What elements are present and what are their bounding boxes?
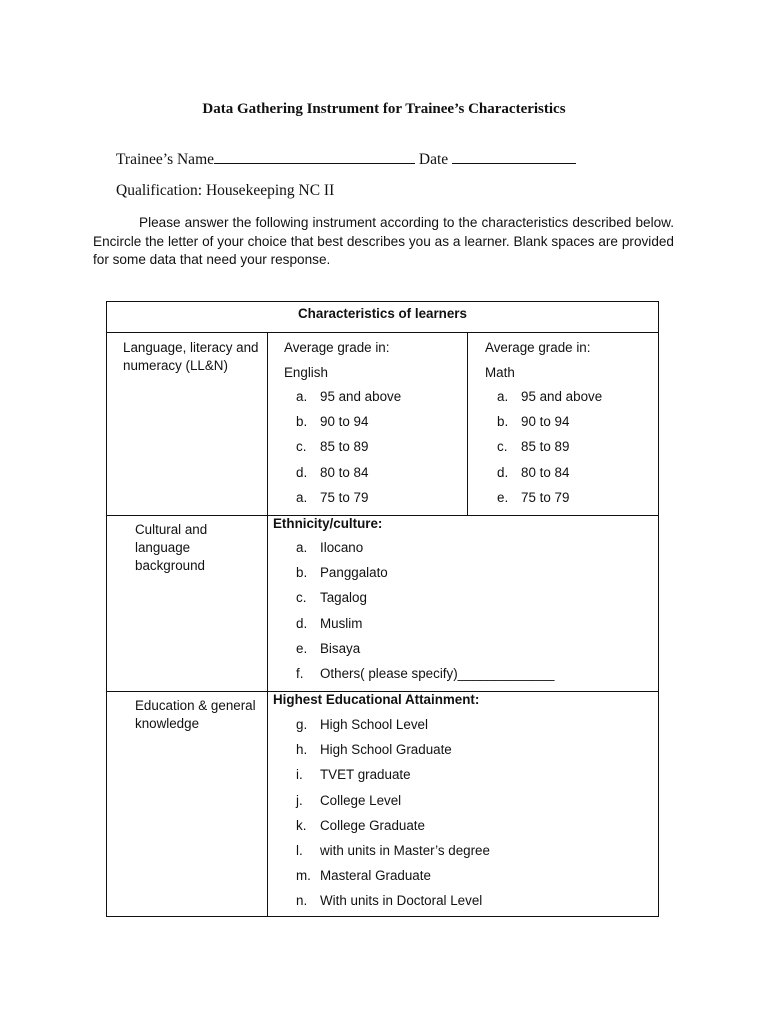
option-item[interactable] [296,540,363,555]
option-text: 80 to 84 [320,464,369,480]
option-item[interactable] [296,818,425,833]
option-letter: k. [296,817,307,833]
option-letter: a. [497,389,509,404]
instructions-paragraph: Please answer the following instrument according to the characteristics described below. Encircle the letter of your choice that best describes you as a learner. Blank spaces are provided for some data that need your response. [93,215,674,267]
characteristics-table [106,301,659,917]
option-text: High School Graduate [320,742,452,758]
option-item[interactable] [497,414,569,429]
option-item[interactable] [296,565,388,580]
column-divider [267,332,268,917]
option-text: 75 to 79 [320,489,369,505]
option-letter: f. [296,666,304,681]
option-text: 85 to 89 [521,439,570,455]
education-heading: Highest Educational Attainment: [273,692,480,707]
option-letter: e. [296,640,308,656]
option-letter: b. [296,565,308,581]
culture-label: Cultural and language background [135,522,208,573]
option-item[interactable] [296,868,431,883]
option-item[interactable] [296,742,452,757]
option-letter: g. [296,717,308,732]
table-header: Characteristics of learners [298,306,467,321]
option-text: 80 to 84 [521,464,570,480]
option-text: Masteral Graduate [320,868,431,884]
option-item[interactable] [296,666,555,681]
option-letter: m. [296,868,311,884]
row-divider-1 [107,515,658,516]
option-text: 90 to 94 [320,414,369,430]
option-item[interactable] [296,893,482,908]
option-letter: d. [497,464,509,480]
option-letter: a. [296,389,308,404]
english-heading: Average grade in: [284,340,390,355]
option-item[interactable] [296,793,401,808]
option-text: 90 to 94 [521,414,570,430]
option-text: Bisaya [320,640,361,656]
option-letter: e. [497,489,509,505]
option-item[interactable] [296,641,360,656]
option-letter: l. [296,843,303,858]
document-title: Data Gathering Instrument for Trainee’s Characteristics [202,101,566,117]
option-text: With units in Doctoral Level [320,893,483,909]
option-item[interactable] [296,767,411,782]
trainee-name-blank[interactable] [214,150,415,164]
option-text: 75 to 79 [521,489,570,505]
option-letter: a. [296,489,308,505]
option-item[interactable] [296,490,368,505]
header-divider [107,332,658,333]
option-letter: b. [296,414,308,430]
math-subject: Math [485,365,515,380]
culture-heading: Ethnicity/culture: [273,516,383,531]
option-letter: h. [296,742,308,758]
option-text: 95 and above [320,389,402,404]
option-item[interactable] [296,389,401,404]
option-letter: j. [296,792,303,808]
math-column-divider [467,332,468,515]
llin-label: Language, literacy and numeracy (LL&N) [123,340,259,373]
option-text: 95 and above [521,389,603,404]
option-item[interactable] [497,465,569,480]
option-letter: i. [296,767,303,783]
english-subject: English [284,365,328,380]
math-heading: Average grade in: [485,340,591,355]
option-text: Panggalato [320,565,388,581]
option-text: Tagalog [320,590,367,606]
trainee-name-label: Trainee’s Name [116,151,215,168]
option-item[interactable] [296,590,367,605]
option-item[interactable] [497,389,602,404]
option-letter: d. [296,464,308,480]
option-item[interactable] [296,843,490,858]
option-item[interactable] [296,616,362,631]
option-text: College Graduate [320,817,425,833]
option-text: College Level [320,792,402,808]
option-text: High School Level [320,717,428,732]
option-letter: b. [497,414,509,430]
option-letter: c. [296,439,307,455]
option-letter: c. [497,439,508,455]
option-item[interactable] [296,414,368,429]
option-letter: d. [296,615,308,631]
date-label: Date [418,151,449,168]
option-letter: a. [296,540,308,555]
qualification-line: Qualification: Housekeeping NC II [116,182,335,199]
education-label: Education & general knowledge [135,698,256,731]
option-text: TVET graduate [320,767,411,783]
option-item[interactable] [497,439,569,454]
option-letter: n. [296,893,308,909]
option-letter: c. [296,590,307,606]
option-text: Muslim [320,615,363,631]
date-blank[interactable] [452,150,576,164]
option-text: Ilocano [320,540,364,555]
option-item[interactable] [296,717,428,732]
option-item[interactable] [296,465,368,480]
option-item[interactable] [296,439,368,454]
option-text: Others( please specify)_____________ [320,666,555,681]
trainee-name-row [116,150,576,169]
option-text: with units in Master’s degree [320,843,490,858]
option-item[interactable] [497,490,569,505]
option-text: 85 to 89 [320,439,369,455]
